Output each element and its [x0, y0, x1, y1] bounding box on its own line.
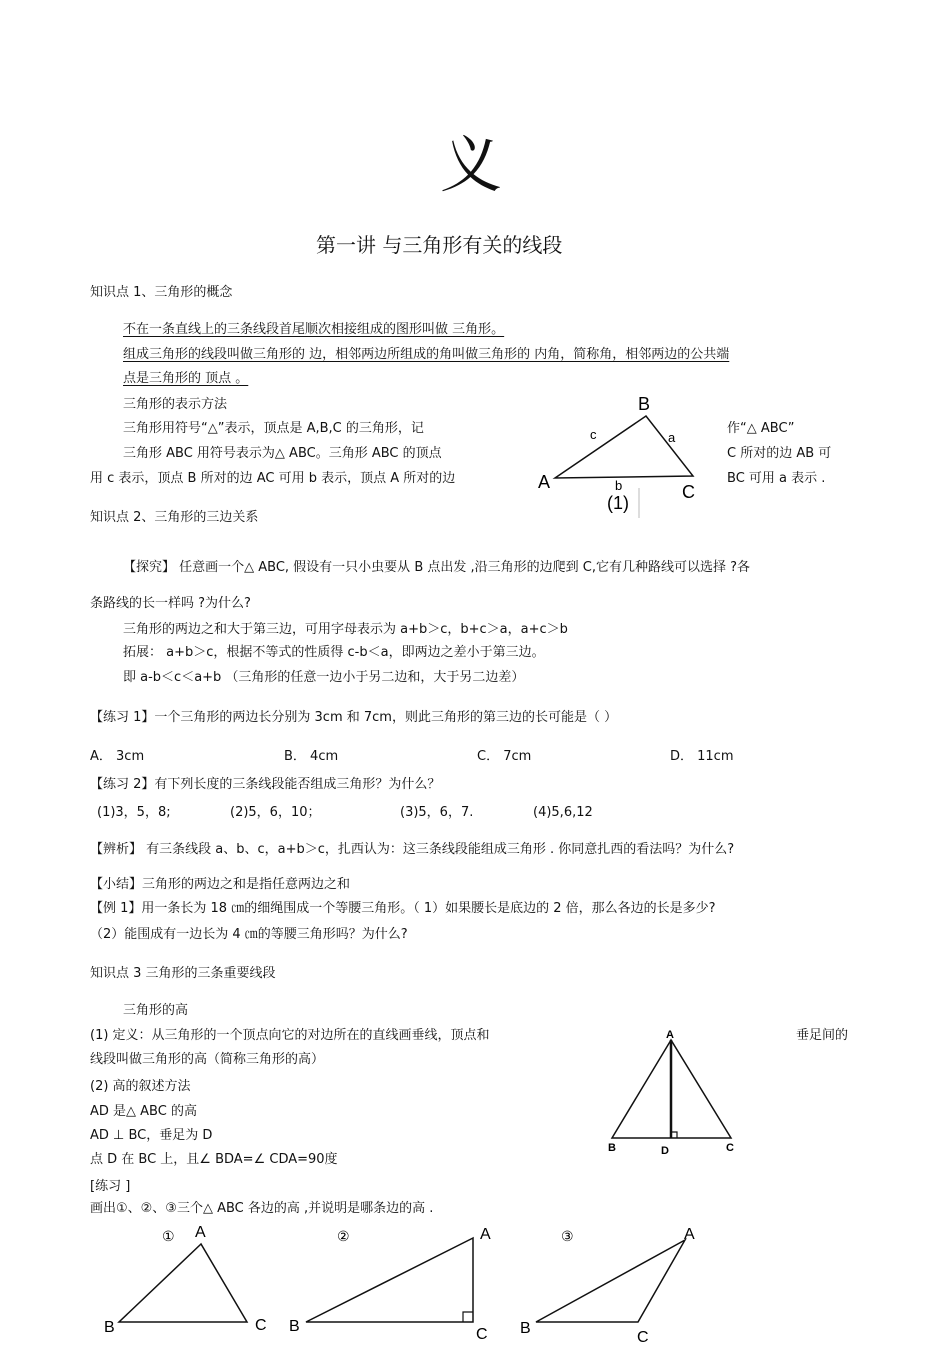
tri2-number: ② — [337, 1228, 350, 1244]
page-title: 第一讲 与三角形有关的线段 — [316, 233, 563, 257]
tri1-number: ① — [162, 1228, 175, 1244]
k2-example-line2: （2）能围成有一边长为 4 ㎝的等腰三角形吗？为什么? — [90, 927, 408, 942]
practice-triangle-1 — [104, 1224, 267, 1336]
fig1-label-A: A — [538, 472, 551, 492]
k3-definition-b: 垂足间的 — [796, 1028, 849, 1043]
k3-practice-title: [练习 ] — [90, 1179, 131, 1194]
tri3-label-B: B — [520, 1320, 531, 1337]
tri3-label-C: C — [637, 1329, 649, 1345]
tri2-right-angle-mark — [463, 1312, 473, 1322]
alt-label-B: B — [608, 1142, 616, 1154]
k3-narration-3: 点 D 在 BC 上，且∠ BDA=∠ CDA=90度 — [90, 1152, 338, 1167]
fig1-number: (1) — [607, 493, 629, 513]
k2-discussion: 【辨析】 有三条线段 a、b、c，a+b＞c，扎西认为：这三条线段能组成三角形 . 你同意扎西的看法吗？为什么? — [90, 842, 735, 857]
practice-triangle-3 — [520, 1226, 695, 1345]
k3-narration-2: AD ⊥ BC，垂足为 D — [90, 1128, 213, 1143]
k1-def-line1: 不在一条直线上的三条线段首尾顺次相接组成的图形叫做 三角形。 — [123, 322, 505, 337]
tri1-label-B: B — [104, 1319, 115, 1336]
k2-heading: 知识点 2、三角形的三边关系 — [90, 510, 259, 525]
k1-heading: 知识点 1、三角形的概念 — [90, 285, 233, 300]
k2-example-line1: 【例 1】用一条长为 18 ㎝的细绳围成一个等腰三角形。（ 1）如果腰长是底边的 2 倍，那么各边的长是多少? — [90, 901, 716, 916]
alt-label-D: D — [661, 1145, 669, 1157]
fig1-label-C: C — [682, 482, 695, 502]
tri2-label-B: B — [289, 1318, 300, 1335]
k2-rule-line3: 即 a-b＜c＜a+b （三角形的任意一边小于另二边和，大于另二边差） — [123, 670, 525, 685]
tri1-label-C: C — [255, 1317, 267, 1334]
k2-exercise2: 【练习 2】有下列长度的三条线段能否组成三角形？为什么？ — [90, 777, 441, 792]
tri1-label-A: A — [195, 1224, 206, 1241]
tri3-label-A: A — [684, 1226, 695, 1243]
k2-explore-line2: 条路线的长一样吗 ?为什么? — [90, 596, 251, 611]
k1-repr-line1b: 作“△ ABC” — [727, 421, 795, 436]
triangle-abc-shape — [555, 416, 693, 478]
k1-repr-line2a: 三角形 ABC 用符号表示为△ ABC。三角形 ABC 的顶点 — [123, 446, 442, 461]
k2-ex2-option-2: (2)5，6，10； — [230, 805, 321, 820]
practice-triangle-2 — [289, 1226, 491, 1343]
k2-ex1-option-c: C． 7cm — [477, 749, 532, 764]
k2-ex1-option-a: A． 3cm — [90, 749, 145, 764]
k1-repr-title: 三角形的表示方法 — [123, 397, 228, 412]
k2-ex2-option-3: (3)5，6，7. — [400, 805, 474, 820]
alt-label-A: A — [666, 1029, 674, 1041]
triangle-figure-1 — [530, 390, 710, 520]
k3-narration-title: (2) 高的叙述方法 — [90, 1079, 191, 1094]
k1-def-line3: 点是三角形的 顶点 。 — [123, 371, 249, 386]
k1-repr-line1a: 三角形用符号“△”表示，顶点是 A,B,C 的三角形，记 — [123, 421, 424, 436]
tri2-label-C: C — [476, 1326, 488, 1343]
practice-triangles — [95, 1218, 915, 1345]
fig1-label-a: a — [668, 430, 676, 445]
k3-definition-c: 线段叫做三角形的高（简称三角形的高） — [90, 1052, 325, 1067]
k2-explore-line1: 【探究】 任意画一个△ ABC, 假设有一只小虫要从 B 点出发 ,沿三角形的边爬到 C,它有几种路线可以选择 ?各 — [123, 560, 751, 575]
k2-ex1-option-d: D． 11cm — [670, 749, 734, 764]
k2-ex2-option-1: (1)3，5，8; — [97, 805, 171, 820]
big-character: 义 — [440, 128, 503, 201]
k3-height-title: 三角形的高 — [123, 1003, 189, 1018]
k2-summary: 【小结】三角形的两边之和是指任意两边之和 — [90, 877, 351, 892]
k2-rule-line2: 拓展： a+b＞c，根据不等式的性质得 c-b＜a，即两边之差小于第三边。 — [123, 645, 545, 660]
k3-definition-a: (1) 定义：从三角形的一个顶点向它的对边所在的直线画垂线，顶点和 — [90, 1028, 490, 1043]
tri2-label-A: A — [480, 1226, 491, 1243]
k3-practice-text: 画出①、②、③三个△ ABC 各边的高 ,并说明是哪条边的高 . — [90, 1201, 434, 1216]
altitude-figure — [600, 1028, 750, 1158]
alt-label-C: C — [726, 1142, 734, 1154]
fig1-label-b: b — [615, 478, 623, 493]
k1-repr-line3b: BC 可用 a 表示 . — [727, 471, 826, 486]
k1-repr-line3a: 用 c 表示，顶点 B 所对的边 AC 可用 b 表示，顶点 A 所对的边 — [90, 471, 456, 486]
k1-def-line2: 组成三角形的线段叫做三角形的 边，相邻两边所组成的角叫做三角形的 内角，简称角，相邻两边的公共端 — [123, 347, 730, 362]
k3-narration-1: AD 是△ ABC 的高 — [90, 1104, 197, 1119]
fig1-label-c: c — [590, 427, 597, 442]
k2-ex1-option-b: B． 4cm — [284, 749, 339, 764]
k2-ex2-option-4: (4)5,6,12 — [533, 805, 593, 820]
k1-repr-line2b: C 所对的边 AB 可 — [727, 446, 832, 461]
k2-rule-line1: 三角形的两边之和大于第三边，可用字母表示为 a+b＞c，b+c＞a，a+c＞b — [123, 622, 568, 637]
fig1-label-B: B — [638, 394, 651, 414]
k3-heading: 知识点 3 三角形的三条重要线段 — [90, 966, 276, 981]
tri3-number: ③ — [561, 1228, 574, 1244]
k2-exercise1: 【练习 1】一个三角形的两边长分别为 3cm 和 7cm，则此三角形的第三边的长可能是（ ） — [90, 710, 618, 725]
